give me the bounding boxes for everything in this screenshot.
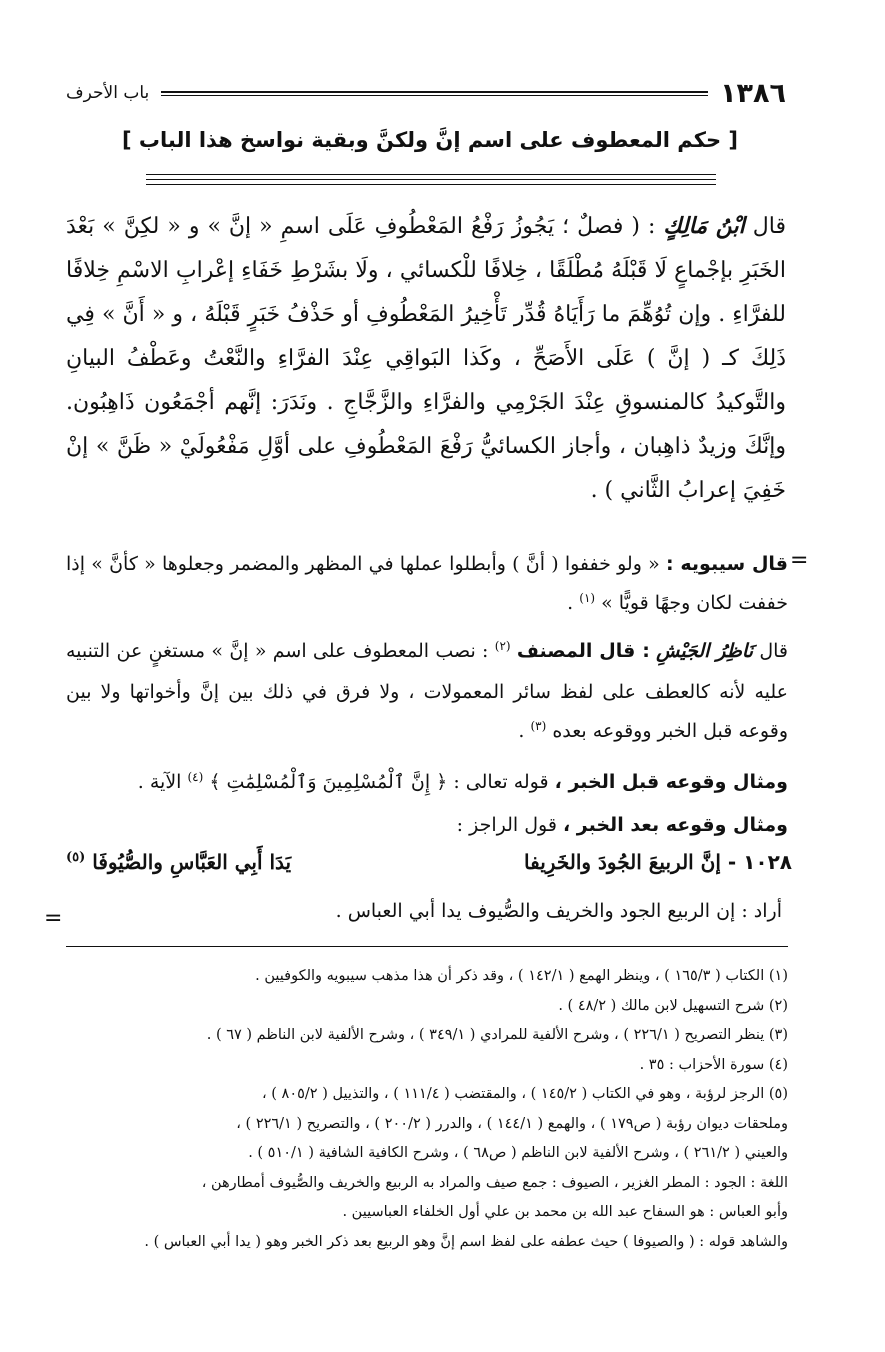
example1-text: قوله تعالى : ﴿ إِنَّ ٱلْمُسْلِمِينَ وَٱلْمُسْلِمَٰتِ ﴾ <box>209 771 549 793</box>
footnote-line: (٤) سورة الأحزاب : ٣٥ . <box>639 1056 788 1073</box>
footnotes <box>66 962 788 1257</box>
matn-text: : ( فصلٌ ؛ يَجُوزُ رَفْعُ المَعْطُوفِ عَلَى اسمِ « إنَّ » و « لكِنَّ » بَعْدَ الخَبَرِ بإجْماعٍ لَا قَبْلَهُ مُطْلَقًا ، خِلافًا للْكسائي ، ولَا بشَرْطِ خَفَاءِ إعْرابِ الاسْمِ خِلافًا للفرَّاءِ . وإن تُوُهِّمَ ما رَأَيَاهُ قُدِّر تَأْخِيرُ المَعْطُوفِ أو حَذْفُ خَبَرٍ قَبْلَهُ ، و « أَنَّ » فِي ذَلِكَ كـ ( إنَّ ) عَلَى الأَصَحِّ ، وكَذا البَواقِي عِنْدَ الفرَّاءِ والنَّعْتُ وعَطْفُ البيانِ والتَّوكيدُ كالمنسوقِ عِنْدَ الجَرْمِي والفرَّاءِ والزَّجَّاجِ . ونَدَرَ: إنَّهم أجْمَعُون ذَاهِبُون. وإنَّكَ وزيدٌ ذاهِبان ، وأجاز الكسائيُّ رَفْعَ المَعْطُوفِ على أوَّلِ مَفْعُولَيْ « ظَنَّ » إنْ خَفِيَ إعرابُ الثَّاني ) . <box>66 214 786 503</box>
footnote-ref-1: (١) <box>579 591 596 605</box>
nazir-intro: قال <box>759 640 788 662</box>
continuation-mark: = <box>790 548 809 573</box>
footnote-ref-3: (٣) <box>530 719 547 733</box>
nazir-paragraph <box>66 632 788 753</box>
sibawayh-paragraph <box>66 545 788 625</box>
footnote-line: وأبو العباس : هو السفاح عبد الله بن محمد بن علي أول الخلفاء العباسيين . <box>342 1204 788 1220</box>
footnote-line: (١) الكتاب ( ١٦٥/٣ ) ، وينظر الهمع ( ١٤٢/١ ) ، وقد ذكر أن هذا مذهب سيبويه والكوفيين . <box>255 968 788 984</box>
author-name: ابْنُ مَالِكٍ <box>663 213 745 239</box>
footnote-rule <box>66 946 788 947</box>
verse-first-hemistich <box>524 850 792 874</box>
running-header <box>66 76 786 110</box>
example2-text: قول الراجز : <box>456 814 557 836</box>
footnote-ref-2: (٢) <box>494 639 511 653</box>
sibawayh-label: قال سيبويه : <box>665 553 789 575</box>
footnote-line: (٥) الرجز لرؤبة ، وهو في الكتاب ( ١٤٥/٢ ) ، والمقتضب ( ١١١/٤ ) ، والتذييل ( ٨٠٥/٢ ) ، <box>261 1086 788 1102</box>
example1-end: الآية . <box>137 771 182 793</box>
verse-number: ١٠٢٨ - <box>727 850 792 874</box>
footnote-line: (٣) ينظر التصريح ( ٢٢٦/١ ) ، وشرح الألفية للمرادي ( ٣٤٩/١ ) ، وشرح الألفية لابن الناظم ( ٦٧ ) . <box>206 1027 788 1043</box>
footnote-line: والعيني ( ٢٦١/٢ ) ، وشرح الألفية لابن الناظم ( ص٦٨ ) ، وشرح الكافية الشافية ( ٥١٠/١ ) . <box>248 1145 788 1161</box>
sentence-end: . <box>518 720 525 742</box>
continuation-mark: = <box>44 906 63 931</box>
footnote-line: اللغة : الجود : المطر الغزير ، الصيوف : جمع صيف والمراد به الربيع والخريف والصُّيوف أمطارهن ، <box>201 1174 788 1191</box>
footnote-line: (٢) شرح التسهيل لابن مالك ( ٤٨/٢ ) . <box>558 997 788 1014</box>
example2-label: ومثال وقوعه بعد الخبر ، <box>562 814 788 836</box>
hemistich-1-text: إنَّ الربيعَ الجُودَ والخَرِيفا <box>524 850 721 874</box>
header-rule <box>161 91 708 96</box>
verse-second-hemistich <box>66 850 291 874</box>
matn-intro: قال <box>752 214 787 239</box>
nazir-text: : نصب المعطوف على اسم « إنَّ » مستغنٍ عن التنبيه عليه لأنه كالعطف على لفظ سائر المعمولات ، ولا فرق في ذلك بين إنَّ وأخواتها ولا بين وقوعه قبل الخبر ووقوعه بعده <box>66 640 788 742</box>
example-after-khabar <box>66 806 788 845</box>
section-title: [ حكم المعطوف على اسم إنَّ ولكنَّ وبقية نواسخ هذا الباب ] <box>121 128 739 152</box>
footnote-line: والشاهد قوله : ( والصيوفا ) حيث عطفه على لفظ اسم إنَّ وهو الربيع بعد ذكر الخبر وهو ( يدا أبي العباس ) . <box>144 1233 788 1250</box>
hemistich-2-text: يَدَا أَبِي العَبَّاسِ والصُّيُوفَا <box>92 850 292 874</box>
murad-line: أراد : إن الربيع الجود والخريف والصُّيوف يدا أبي العباس . <box>335 900 782 922</box>
sibawayh-text: « ولو خففوا ( أنَّ ) وأبطلوا عملها في المظهر والمضمر وجعلوها « كأنَّ » إذا خففت لكان وجهًا قويًّا » <box>66 553 788 614</box>
example1-label: ومثال وقوعه قبل الخبر ، <box>554 771 788 793</box>
footnote-ref-4: (٤) <box>187 770 204 784</box>
example-before-khabar <box>66 763 788 804</box>
footnote-line: وملحقات ديوان رؤبة ( ص١٧٩ ) ، والهمع ( ١٤٤/١ ) ، والدرر ( ٢٠٠/٢ ) ، والتصريح ( ٢٢٦/١ ) ، <box>236 1115 788 1132</box>
matn-paragraph <box>66 204 786 513</box>
chapter-name: باب الأحرف <box>66 83 150 103</box>
sentence-end: . <box>567 592 574 614</box>
commentator-name: نَاظِرُ الجَيْشِ <box>656 640 753 662</box>
title-divider <box>146 174 716 190</box>
nazir-label: : قال المصنف <box>516 640 650 662</box>
page-number: ١٣٨٦ <box>720 77 786 109</box>
footnote-ref-5: (٥) <box>66 850 86 865</box>
